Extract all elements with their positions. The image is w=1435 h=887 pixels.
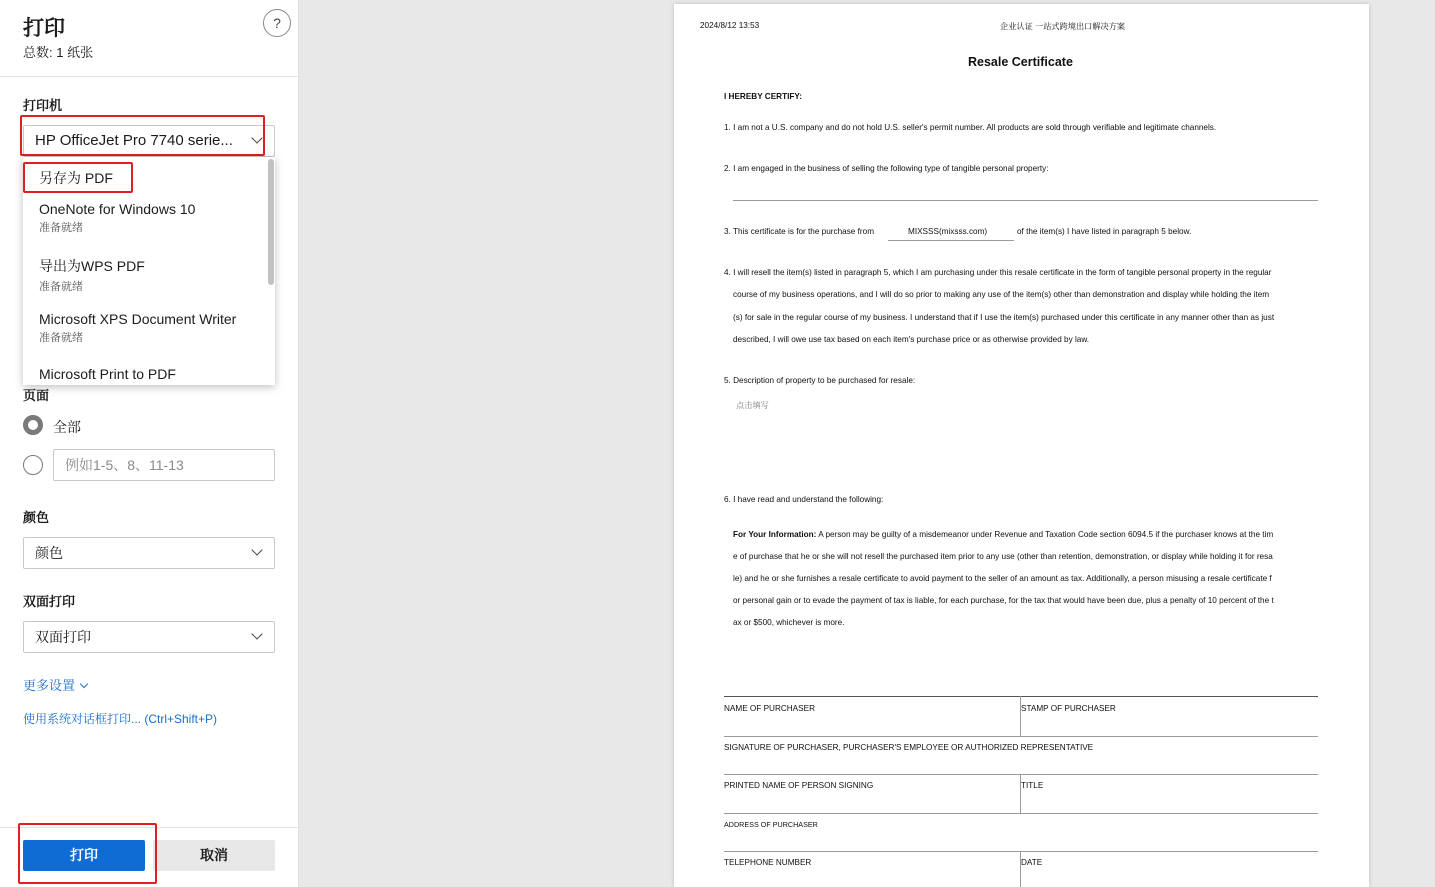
form-divider	[1020, 774, 1021, 813]
header-date: 2024/8/12 13:53	[700, 21, 760, 30]
more-settings-link[interactable]	[23, 675, 87, 694]
printer-option-xps-writer[interactable]	[39, 311, 236, 345]
address-field[interactable]: ADDRESS OF PURCHASER	[724, 820, 818, 829]
clause-3-end: of the item(s) I have listed in paragraph 5 below.	[1017, 227, 1192, 236]
clause-1: 1. I am not a U.S. company and do not hold U.S. seller's permit number. All products are sold through verifiable and legitimate channels.	[724, 123, 1217, 132]
chevron-down-icon	[80, 680, 88, 688]
clause-3-start: 3. This certificate is for the purchase from	[724, 227, 875, 236]
pages-all-radio[interactable]	[23, 415, 43, 435]
printer-label: 打印机	[23, 98, 63, 113]
telephone-field[interactable]: TELEPHONE NUMBER	[724, 858, 812, 867]
color-label: 颜色	[23, 510, 50, 525]
chevron-down-icon	[252, 547, 262, 557]
page-range-input[interactable]	[53, 449, 275, 481]
divider	[0, 76, 299, 77]
printer-option-save-as-pdf[interactable]	[39, 168, 113, 188]
cancel-button[interactable]: 取消	[153, 840, 275, 871]
info-bold-label: For Your Information:	[733, 530, 817, 539]
signature-field[interactable]: SIGNATURE OF PURCHASER, PURCHASER'S EMPLOYEE OR AUTHORIZED REPRESENTATIVE	[724, 743, 1094, 752]
header-site: 企业认证 一站式跨境出口解决方案	[1000, 22, 1126, 31]
description-input[interactable]: 点击填写	[736, 401, 769, 410]
panel-title: 打印	[23, 17, 65, 40]
printer-option-name: 导出为WPS PDF	[39, 258, 145, 274]
clause-4-line: 4. I will resell the item(s) listed in paragraph 5, which I am purchasing under this resale certificate in the form of tangible personal property in the regular	[724, 268, 1272, 277]
form-border	[724, 813, 1318, 814]
clause-5: 5. Description of property to be purchased for resale:	[724, 376, 916, 385]
printer-option-name: OneNote for Windows 10	[39, 201, 196, 217]
duplex-selected-value: 双面打印	[35, 629, 91, 645]
divider	[0, 827, 299, 828]
certify-heading: I HEREBY CERTIFY:	[724, 92, 802, 101]
pages-label: 页面	[23, 388, 50, 403]
color-selected-value: 颜色	[35, 545, 63, 561]
printer-dropdown-list	[23, 157, 275, 385]
system-dialog-link[interactable]: 使用系统对话框打印... (Ctrl+Shift+P)	[23, 712, 218, 726]
chevron-down-icon	[252, 135, 262, 145]
name-of-purchaser-field[interactable]: NAME OF PURCHASER	[724, 704, 815, 713]
form-border	[724, 774, 1318, 775]
printed-name-field[interactable]: PRINTED NAME OF PERSON SIGNING	[724, 781, 874, 790]
printer-option-onenote[interactable]	[39, 201, 195, 235]
date-field[interactable]: DATE	[1021, 858, 1043, 867]
chevron-down-icon	[252, 631, 262, 641]
printer-selected-value: HP OfficeJet Pro 7740 serie...	[35, 132, 233, 149]
info-line: e of purchase that he or she will not resell the purchased item prior to any use (other than retention, demonstration, or display while holding it for resa	[733, 552, 1273, 561]
color-select[interactable]	[23, 537, 275, 569]
printer-option-status: 准备就绪	[39, 281, 83, 293]
pages-range-radio[interactable]	[23, 455, 43, 475]
pages-all-label: 全部	[53, 419, 81, 435]
info-line: or personal gain or to evade the payment of tax is liable, for each purchase, for the tax that would have been due, plus a penalty of 10 percent of the t	[733, 596, 1274, 605]
info-line	[733, 530, 1273, 539]
info-text: A person may be guilty of a misdemeanor under Revenue and Taxation Code section 6094.5 if the purchaser knows at the tim	[816, 530, 1274, 539]
clause-4-line: described, I will owe use tax based on each item's purchase price or as otherwise provided by law.	[733, 335, 1090, 344]
form-divider	[1020, 696, 1021, 736]
document-title: Resale Certificate	[968, 55, 1073, 69]
form-divider	[1020, 851, 1021, 887]
printer-option-ms-print-to-pdf[interactable]	[39, 366, 176, 382]
form-border	[724, 851, 1318, 852]
print-settings-panel	[0, 0, 299, 887]
fill-line	[888, 240, 1014, 241]
printer-select[interactable]	[23, 125, 275, 157]
title-field[interactable]: TITLE	[1021, 781, 1044, 790]
printer-option-name: Microsoft XPS Document Writer	[39, 311, 237, 327]
more-settings-label: 更多设置	[23, 678, 76, 693]
clause-6: 6. I have read and understand the following:	[724, 495, 884, 504]
seller-field[interactable]: MIXSSS(mixsss.com)	[908, 227, 988, 236]
duplex-label: 双面打印	[23, 594, 76, 609]
printer-option-status: 准备就绪	[39, 222, 83, 234]
sheet-count: 总数: 1 纸张	[23, 45, 94, 60]
info-line: ax or $500, whichever is more.	[733, 618, 845, 627]
clause-4-line: (s) for sale in the regular course of my business. I understand that if I use the item(s) purchased under this certificate in any manner other than as just	[733, 313, 1275, 322]
printer-option-name: 另存为 PDF	[39, 170, 113, 186]
clause-2: 2. I am engaged in the business of selling the following type of tangible personal property:	[724, 164, 1049, 173]
help-icon[interactable]: ?	[263, 9, 291, 37]
form-border	[724, 736, 1318, 737]
printer-option-name: Microsoft Print to PDF	[39, 366, 176, 382]
stamp-of-purchaser-field[interactable]: STAMP OF PURCHASER	[1021, 704, 1116, 713]
duplex-select[interactable]	[23, 621, 275, 653]
print-button[interactable]: 打印	[23, 840, 145, 871]
form-border	[724, 696, 1318, 697]
clause-4-line: course of my business operations, and I will do so prior to making any use of the item(s) other than demonstration and display while holding the item	[733, 290, 1270, 299]
printer-option-status: 准备就绪	[39, 332, 83, 344]
info-line: le) and he or she furnishes a resale certificate to avoid payment to the seller of an amount as tax. Additionally, a person misusing a resale certificate f	[733, 574, 1272, 583]
dropdown-scrollbar-thumb[interactable]	[268, 159, 274, 285]
fill-line	[733, 200, 1318, 201]
print-preview-page	[674, 4, 1369, 887]
printer-option-wps-pdf[interactable]	[39, 256, 145, 294]
